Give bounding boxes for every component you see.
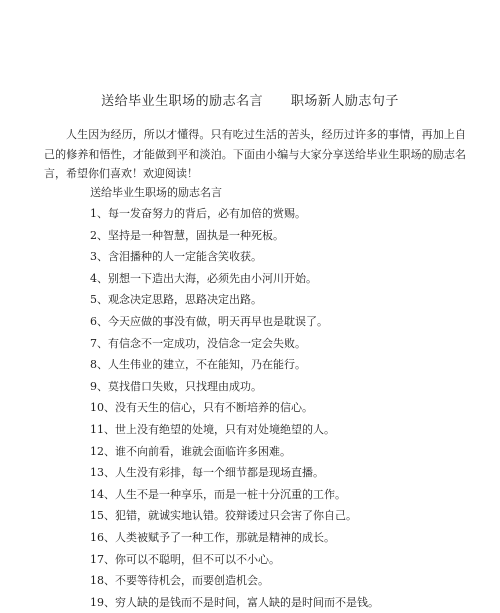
quote-item: 1、每一发奋努力的背后，必有加倍的赏赐。 [90, 207, 306, 220]
quote-item: 18、不要等待机会，而要创造机会。 [90, 574, 269, 588]
quote-item: 6、今天应做的事没有做，明天再早也是耽误了。 [90, 314, 328, 328]
quote-item: 4、别想一下造出大海，必须先由小河川开始。 [90, 271, 317, 285]
document-title: 送给毕业生职场的励志名言 职场新人励志句子 [101, 94, 399, 109]
quote-item: 3、含泪播种的人一定能含笑收获。 [90, 250, 262, 264]
quote-item: 16、人类被赋予了一种工作，那就是精神的成长。 [90, 530, 335, 544]
quote-item: 11、世上没有绝望的处境，只有对处境绝望的人。 [90, 422, 335, 436]
quote-item: 13、人生没有彩排，每一个细节都是现场直播。 [90, 466, 324, 480]
quote-item: 2、坚持是一种智慧，固执是一种死板。 [90, 228, 284, 242]
quote-item: 10、没有天生的信心，只有不断培养的信心。 [90, 401, 313, 415]
quote-item: 15、犯错，就诚实地认错。狡辩诿过只会害了你自己。 [90, 509, 357, 523]
quote-item: 12、谁不向前看，谁就会面临许多困难。 [90, 444, 291, 458]
quote-item: 8、人生伟业的建立，不在能知，乃在能行。 [90, 358, 306, 372]
quote-item: 7、有信念不一定成功，没信念一定会失败。 [90, 336, 306, 350]
quote-item: 19、穷人缺的是钱而不是时间，富人缺的是时间而不是钱。 [90, 595, 379, 609]
quote-item: 9、莫找借口失败，只找理由成功。 [90, 379, 262, 393]
quote-item: 17、你可以不聪明，但不可以不小心。 [90, 552, 280, 566]
intro-paragraph: 人生因为经历，所以才懂得。只有吃过生活的苦头，经历过许多的事情，再加上自己的修养和悟性，才能做到平和淡泊。下面由小编与大家分享送给毕业生职场的励志名言，希望你们喜欢！欢迎阅读！ [44, 128, 466, 180]
section-heading: 送给毕业生职场的励志名言 [90, 186, 222, 199]
quote-list [90, 203, 470, 613]
quote-item: 5、观念决定思路，思路决定出路。 [90, 293, 262, 307]
quote-item: 14、人生不是一种享乐，而是一桩十分沉重的工作。 [90, 487, 346, 501]
